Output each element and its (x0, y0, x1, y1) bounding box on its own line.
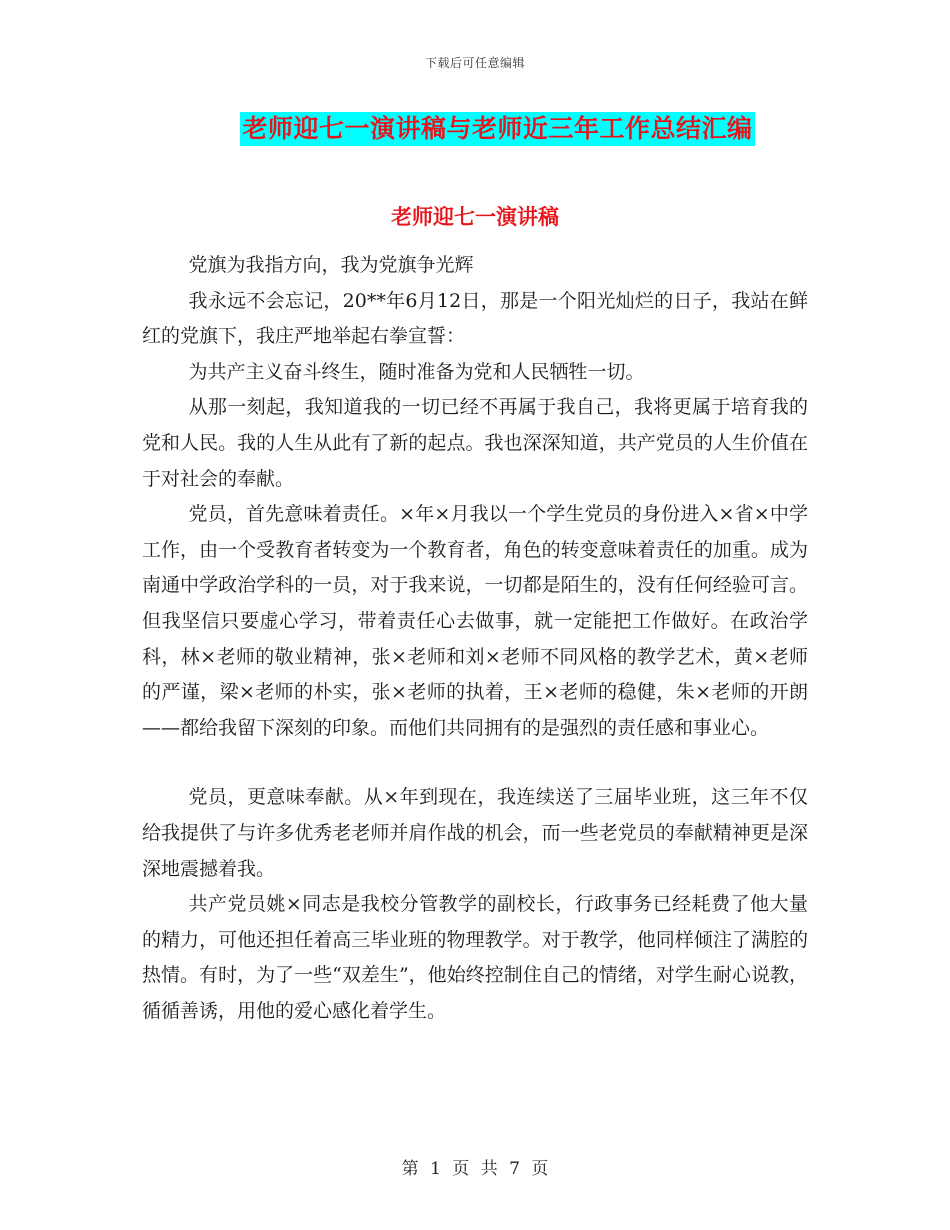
paragraph-oath: 为共产主义奋斗终生，随时准备为党和人民牺牲一切。 (188, 360, 645, 383)
main-title: 老师迎七一演讲稿与老师近三年工作总结汇编 (240, 112, 754, 146)
main-title-container (0, 112, 950, 146)
document-body (142, 248, 808, 1029)
paragraph-example: 共产党员姚×同志是我校分管教学的副校长，行政事务已经耗费了他大量的精力，可他还担任着高三毕业班的物理教学。对于教学，他同样倾注了满腔的热情。有时，为了一些“双差生”，他始终控制住自己的情绪，对学生耐心说教，循循善诱，用他的爱心感化着学生。 (142, 893, 808, 1022)
paragraph-responsibility: 党员，首先意味着责任。×年×月我以一个学生党员的身份进入×省×中学工作，由一个受教育者转变为一个教育者，角色的转变意味着责任的加重。成为南通中学政治学科的一员，对于我来说，一切都是陌生的，没有任何经验可言。但我坚信只要虚心学习，带着责任心去做事，就一定能把工作做好。在政治学科，林×老师的敬业精神，张×老师和刘×老师不同风格的教学艺术，黄×老师的严谨，梁×老师的朴实，张×老师的执着，王×老师的稳健，朱×老师的开朗——都给我留下深刻的印象。而他们共同拥有的是强烈的责任感和事业心。 (142, 503, 808, 739)
page-header-note: 下载后可任意编辑 (424, 56, 525, 70)
page-number-footer: 第 1 页 共 7 页 (401, 1159, 549, 1179)
paragraph-dedication: 党员，更意味奉献。从×年到现在，我连续送了三届毕业班，这三年不仅给我提供了与许多优秀老老师并肩作战的机会，而一些老党员的奉献精神更是深深地震撼着我。 (142, 786, 808, 880)
paragraph-slogan: 党旗为我指方向，我为党旗争光辉 (188, 254, 474, 276)
paragraph-oath-memory: 我永远不会忘记，20**年6月12日，那是一个阳光灿烂的日子，我站在鲜红的党旗下，我庄严地举起右拳宣誓： (142, 289, 808, 348)
section-title: 老师迎七一演讲稿 (391, 204, 559, 229)
paragraph-new-start: 从那一刻起，我知道我的一切已经不再属于我自己，我将更属于培育我的党和人民。我的人生从此有了新的起点。我也深深知道，共产党员的人生价值在于对社会的奉献。 (142, 396, 808, 490)
